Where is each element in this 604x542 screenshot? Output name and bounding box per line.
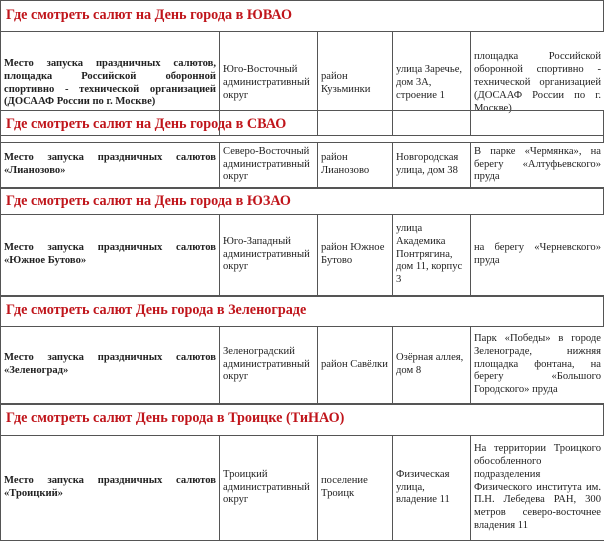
district-cell: район Южное Бутово: [318, 215, 393, 296]
okrug-cell: Северо-Восточный административный округ: [220, 143, 318, 188]
section-table: [0, 142, 604, 188]
launch-place-cell: Место запуска праздничных салютов «Зеленоград»: [1, 327, 220, 404]
okrug-cell: Юго-Восточный административный округ: [220, 32, 318, 136]
viewpoint-cell: Парк «Победы» в городе Зеленограде, нижняя площадка фонтана, на берегу «Большого Городского» пруда: [471, 327, 604, 404]
table-row: [1, 215, 604, 296]
table-row: [1, 143, 604, 188]
table-row: [1, 327, 604, 404]
district-cell: поселение Троицк: [318, 436, 393, 541]
viewpoint-cell: В парке «Чермянка», на берегу «Алтуфьевского» пруда: [471, 143, 604, 188]
okrug-cell: Зеленоградский административный округ: [220, 327, 318, 404]
okrug-cell: Троицкий административный округ: [220, 436, 318, 541]
address-cell: Озёрная аллея, дом 8: [393, 327, 471, 404]
section-heading: Где смотреть салют на День города в ЮЗАО: [0, 188, 604, 214]
district-cell: район Лианозово: [318, 143, 393, 188]
section-heading: Где смотреть салют на День города в ЮВАО: [0, 0, 604, 31]
section-heading: Где смотреть салют День города в Троицке (ТиНАО): [0, 404, 604, 435]
section-heading: Где смотреть салют на День города в СВАО: [0, 110, 604, 142]
section-table: [0, 435, 604, 541]
table-row: [1, 436, 604, 541]
launch-place-cell: Место запуска праздничных салютов «Южное Бутово»: [1, 215, 220, 296]
section-table: [0, 326, 604, 404]
district-cell: район Савёлки: [318, 327, 393, 404]
launch-place-cell: Место запуска праздничных салютов «Лианозово»: [1, 143, 220, 188]
address-cell: Физическая улица, владение 11: [393, 436, 471, 541]
viewpoint-cell: На территории Троицкого обособленного подразделения Физического института им. П.Н. Лебедева РАН, 300 метров северо-восточнее владения 11: [471, 436, 604, 541]
address-cell: улица Академика Понтрягина, дом 11, корпус 3: [393, 215, 471, 296]
section-table: [0, 214, 604, 296]
section-heading: Где смотреть салют День города в Зеленограде: [0, 296, 604, 326]
district-cell: район Кузьминки: [318, 32, 393, 136]
viewpoint-cell: на берегу «Черневского» пруда: [471, 215, 604, 296]
address-cell: улица Заречье, дом 3А, строение 1: [393, 32, 471, 136]
launch-place-cell: Место запуска праздничных салютов, площадка Российской оборонной спортивно - технической организацией (ДОСААФ России по г. Москве): [1, 32, 220, 136]
okrug-cell: Юго-Западный административный округ: [220, 215, 318, 296]
address-cell: Новгородская улица, дом 38: [393, 143, 471, 188]
launch-place-cell: Место запуска праздничных салютов «Троицкий»: [1, 436, 220, 541]
viewpoint-cell: площадка Российской оборонной спортивно - технической организацией (ДОСААФ России по г. Москве): [471, 32, 604, 136]
